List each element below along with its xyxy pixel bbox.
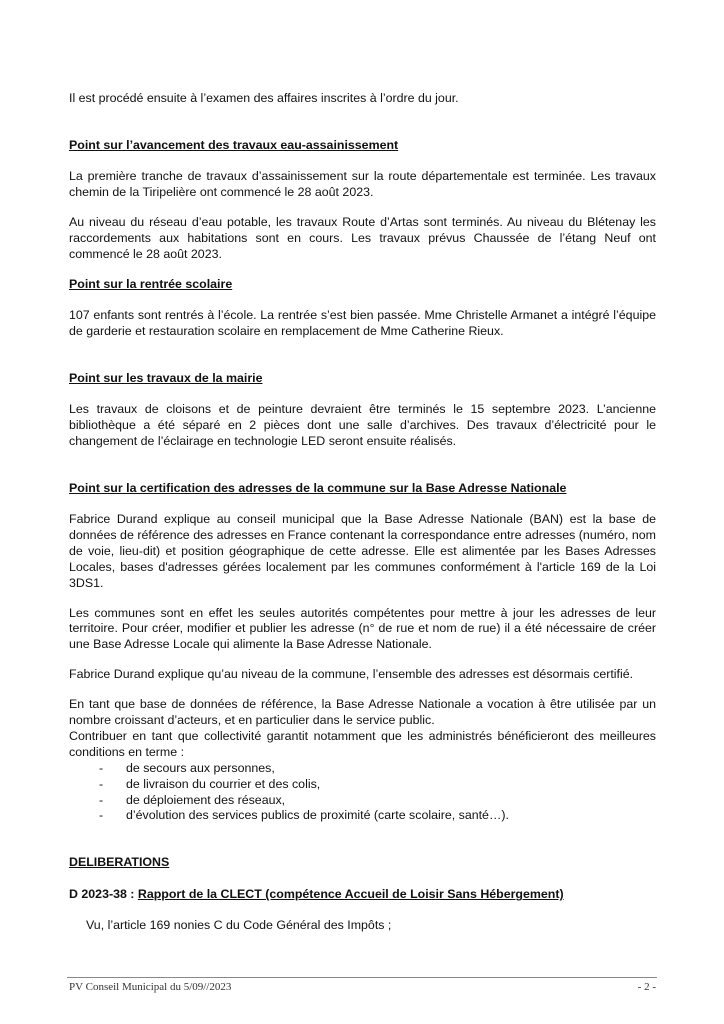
- list-item: - de déploiement des réseaux,: [99, 793, 656, 809]
- footer-title: PV Conseil Municipal du 5/09//2023: [69, 981, 232, 993]
- deliberations-heading: DELIBERATIONS: [69, 855, 170, 870]
- section-heading-water-works: Point sur l’avancement des travaux eau-assainissement: [69, 137, 399, 152]
- list-intro: Contribuer en tant que collectivité garantit notamment que les administrés bénéficieront des meilleures conditions en terme :: [69, 728, 656, 759]
- list-item: - de livraison du courrier et des colis,: [99, 777, 656, 793]
- deliberation-subject: Rapport de la CLECT (compétence Accueil de Loisir Sans Hébergement): [137, 887, 564, 902]
- list-item: - de secours aux personnes,: [99, 761, 656, 777]
- page-number: - 2 -: [637, 981, 656, 993]
- list-item: - d’évolution des services publics de proximité (carte scolaire, santé…).: [99, 808, 656, 824]
- paragraph: 107 enfants sont rentrés à l’école. La rentrée s’est bien passée. Mme Christelle Armanet a intégré l’équipe de garderie et restauration scolaire en remplacement de Mme Catherine Rieux.: [69, 308, 656, 339]
- section-heading-school: Point sur la rentrée scolaire: [69, 277, 233, 292]
- paragraph: Au niveau du réseau d’eau potable, les travaux Route d’Artas sont terminés. Au niveau du Blétenay les raccordements aux habitations sont en cours. Les travaux prévus Chaussée de l’étang Neuf ont commencé le 28 août 2023.: [69, 214, 656, 261]
- paragraph: Les communes sont en effet les seules autorités compétentes pour mettre à jour les adresses de leur territoire. Pour créer, modifier et publier les adresse (n° de rue et nom de rue) il a été nécessaire de créer une Base Adresse Locale qui alimente la Base Adresse Nationale.: [69, 605, 656, 652]
- paragraph: La première tranche de travaux d’assainissement sur la route départementale est terminée. Les travaux chemin de la Tiripelière ont commencé le 28 août 2023.: [69, 168, 656, 199]
- deliberation-title: [69, 886, 656, 902]
- footer-divider: [67, 977, 657, 978]
- paragraph: Fabrice Durand explique au conseil municipal que la Base Adresse Nationale (BAN) est la base de données de référence des adresses en France contenant la correspondance entre adresses (numéro, nom de voie, lieu-dit) et position géographique de cette adresse. Elle est alimentée par les Bases Adresses Locales, bases d'adresses gérées localement par les communes conformément à l'article 169 de la Loi 3DS1.: [69, 511, 656, 590]
- intro-paragraph: Il est procédé ensuite à l’examen des affaires inscrites à l’ordre du jour.: [69, 91, 459, 105]
- paragraph: Fabrice Durand explique qu’au niveau de la commune, l’ensemble des adresses est désormais certifié.: [69, 667, 634, 682]
- deliberation-number: D 2023-38 :: [69, 887, 135, 902]
- paragraph: En tant que base de données de référence, la Base Adresse Nationale a vocation à être utilisée par un nombre croissant d’acteurs, et en particulier dans le service public.: [69, 697, 656, 728]
- document-page: [69, 91, 656, 934]
- page-footer: [69, 981, 656, 993]
- paragraph: Les travaux de cloisons et de peinture devraient être terminés le 15 septembre 2023. L’ancienne bibliothèque a été séparé en 2 pièces dont une salle d’archives. Des travaux d’électricité pour le changement de l’éclairage en technologie LED seront ensuite réalisés.: [69, 402, 656, 449]
- conditions-list: [69, 761, 656, 825]
- deliberation-text: Vu, l’article 169 nonies C du Code Général des Impôts ;: [86, 918, 392, 933]
- section-heading-town-hall: Point sur les travaux de la mairie: [69, 371, 263, 386]
- section-heading-address-certification: Point sur la certification des adresses de la commune sur la Base Adresse Nationale: [69, 480, 567, 495]
